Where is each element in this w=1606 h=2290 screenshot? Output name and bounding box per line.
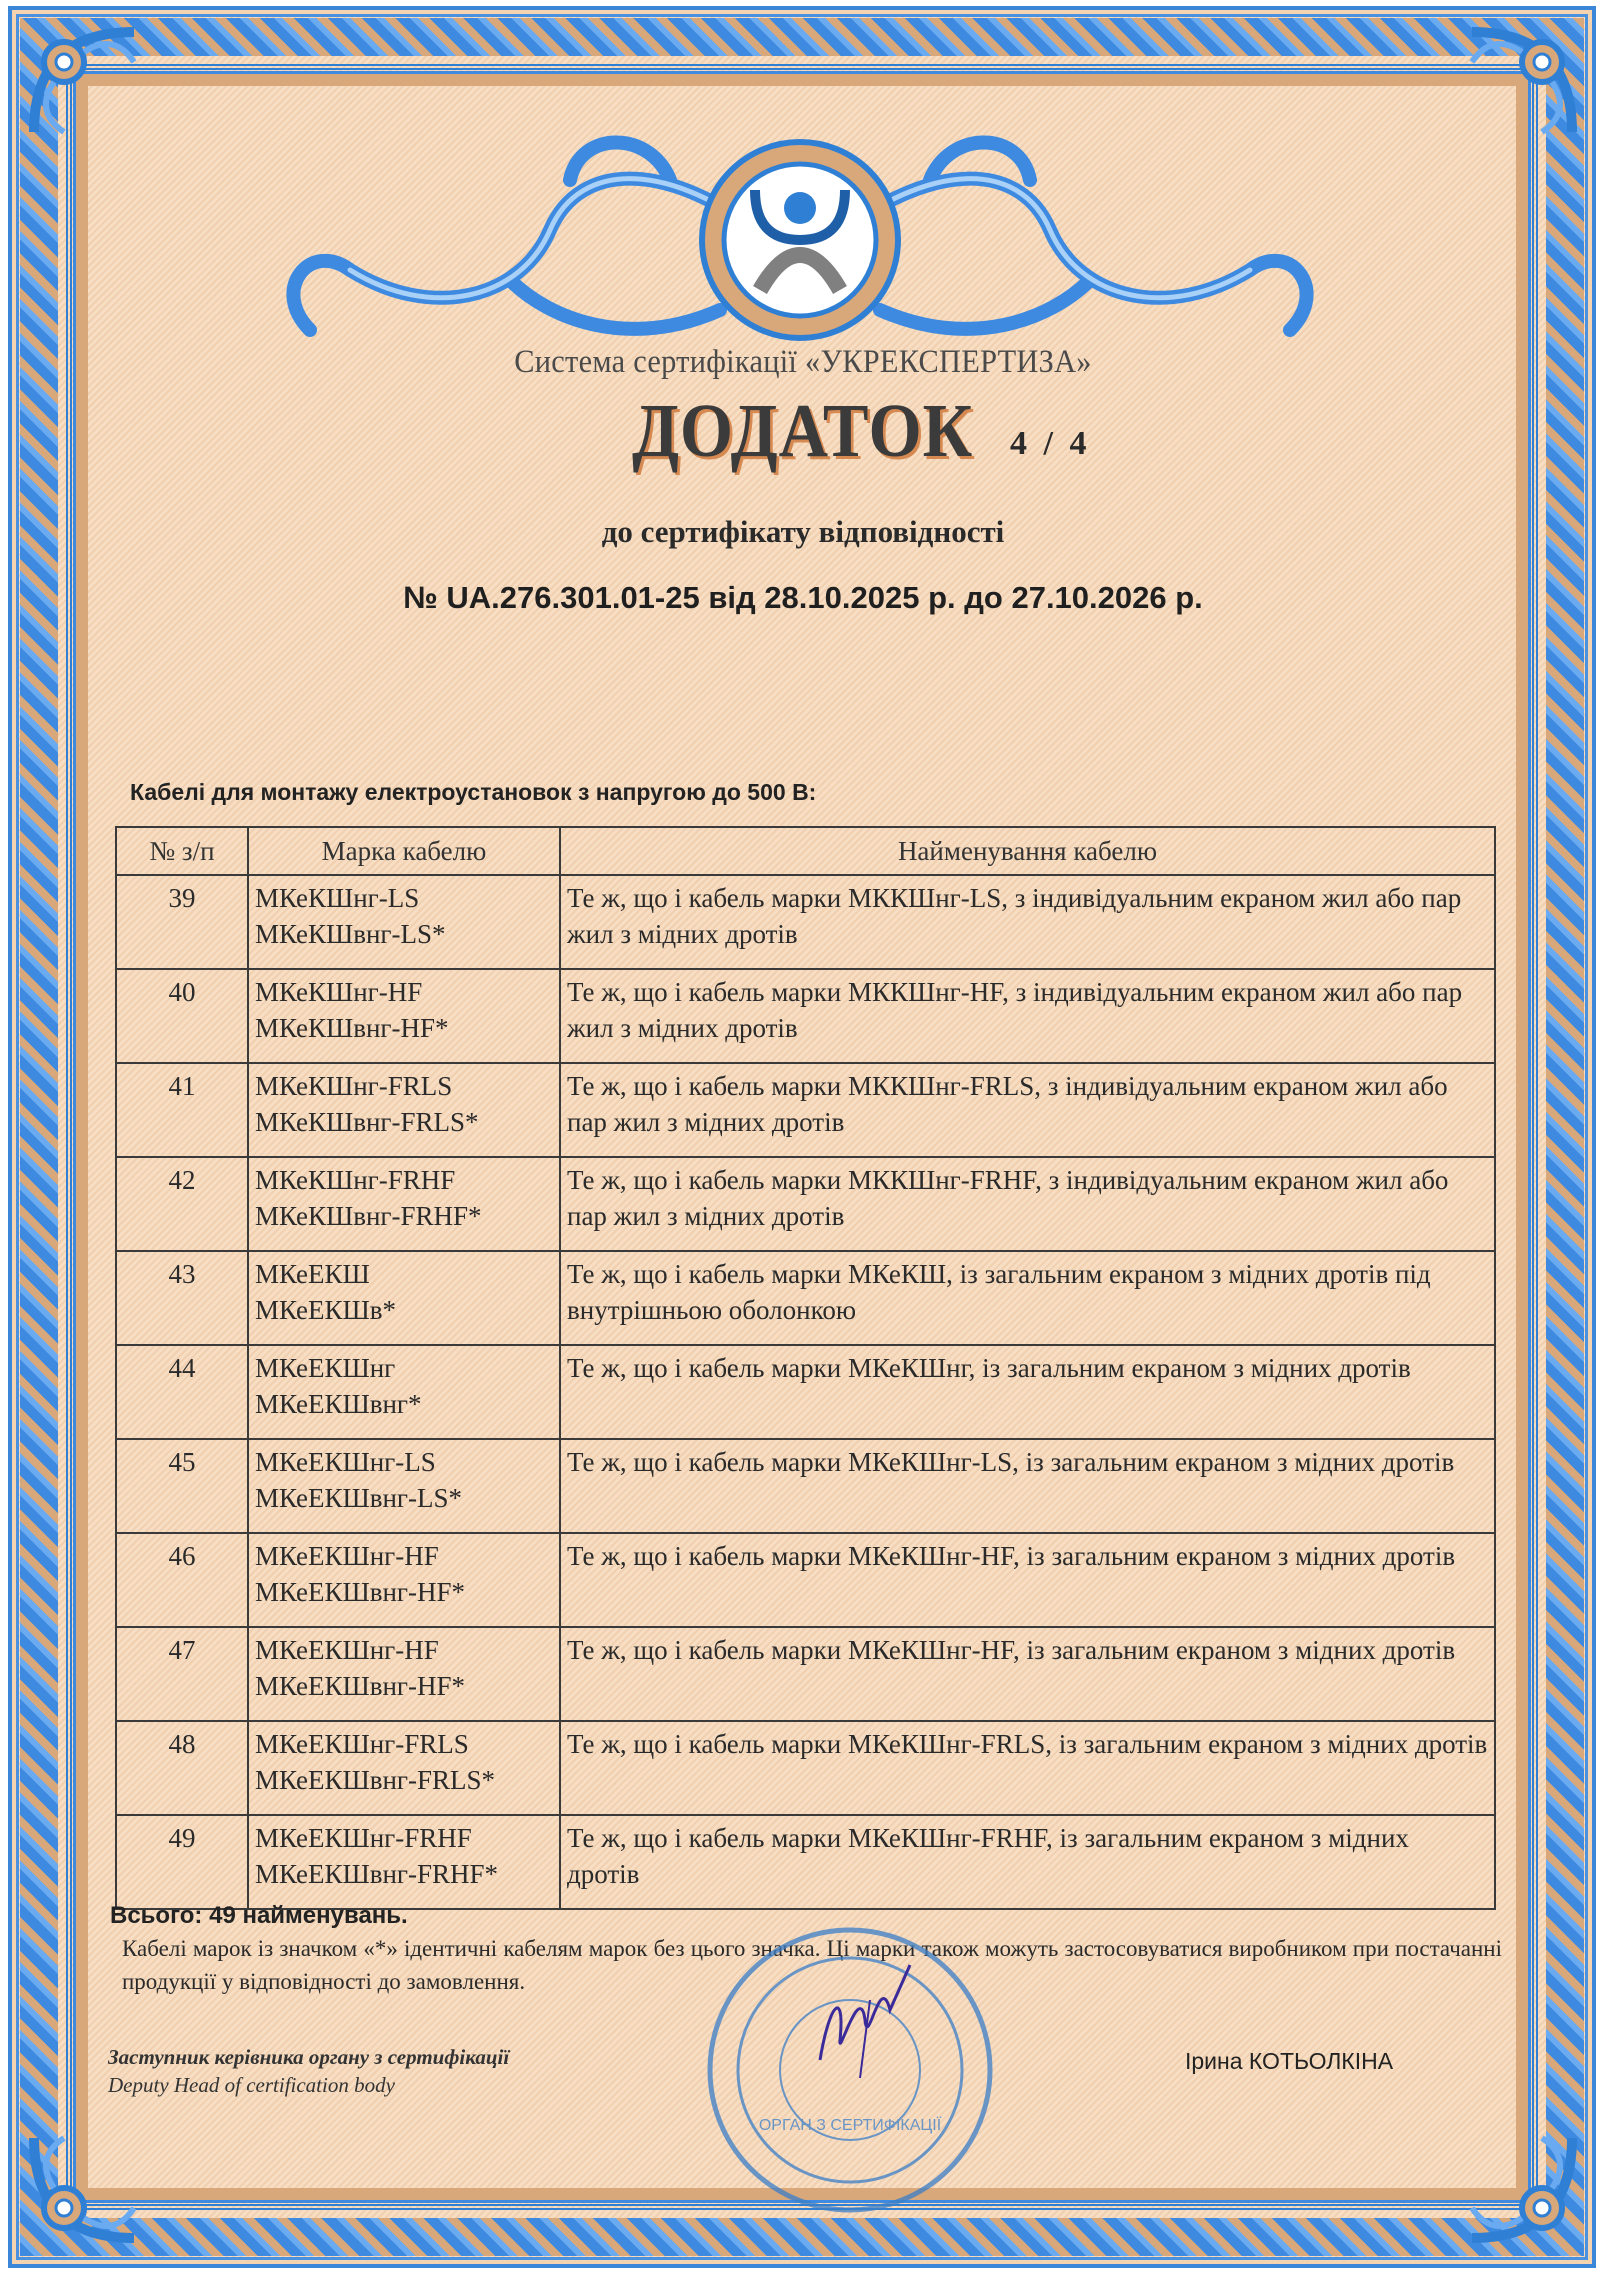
globe-figure-logo-icon <box>702 142 898 338</box>
header-brand: Марка кабелю <box>248 827 560 875</box>
table-row <box>116 1157 1495 1251</box>
cable-brand-alternate: МКеЕКШвнг* <box>255 1389 422 1419</box>
cables-table <box>115 826 1496 1910</box>
table-row <box>116 1439 1495 1533</box>
header-name: Найменування кабелю <box>560 827 1495 875</box>
cable-brand-primary: МКеЕКШнг-HF <box>255 1635 439 1665</box>
cable-brand <box>248 969 560 1063</box>
emblem-header-ornament <box>250 120 1350 360</box>
signature <box>800 1960 930 2080</box>
cable-brand-alternate: МКеКШвнг-FRLS* <box>255 1107 479 1137</box>
row-number: 47 <box>116 1627 248 1721</box>
cable-description: Те ж, що і кабель марки МКеКШнг-HF, із загальним екраном з мідних дротів <box>560 1533 1495 1627</box>
cable-brand-primary: МКеЕКШнг <box>255 1353 396 1383</box>
addendum-title-wrap <box>0 388 1606 475</box>
cable-description: Те ж, що і кабель марки МККШнг-FRHF, з індивідуальним екраном жил або пар жил з мідних дротів <box>560 1157 1495 1251</box>
cable-description: Те ж, що і кабель марки МКеКШнг, із загальним екраном з мідних дротів <box>560 1345 1495 1439</box>
certificate-number: № UA.276.301.01-25 від 28.10.2025 р. до 27.10.2026 р. <box>403 580 1203 615</box>
cable-brand-primary: МКеКШнг-FRHF <box>255 1165 456 1195</box>
cable-brand <box>248 1533 560 1627</box>
table-header-row <box>116 827 1495 875</box>
cable-brand-alternate: МКеКШвнг-LS* <box>255 919 446 949</box>
table-row <box>116 1533 1495 1627</box>
cable-brand-primary: МКеКШнг-LS <box>255 883 420 913</box>
cable-description: Те ж, що і кабель марки МКеКШнг-FRLS, із загальним екраном з мідних дротів <box>560 1721 1495 1815</box>
cable-description: Те ж, що і кабель марки МККШнг-HF, з індивідуальним екраном жил або пар жил з мідних дротів <box>560 969 1495 1063</box>
table-row <box>116 1815 1495 1909</box>
corner-ornament-icon <box>24 2128 144 2248</box>
cable-brand-primary: МКеЕКШнг-FRHF <box>255 1823 472 1853</box>
addendum-title: ДОДАТОК <box>632 389 974 473</box>
header-number: № з/п <box>116 827 248 875</box>
row-number: 39 <box>116 875 248 969</box>
cable-brand <box>248 875 560 969</box>
corner-ornament-icon <box>1462 22 1582 142</box>
cable-brand-primary: МКеЕКШнг-FRLS <box>255 1729 469 1759</box>
cable-brand-alternate: МКеКШвнг-FRHF* <box>255 1201 482 1231</box>
cable-description: Те ж, що і кабель марки МКеКШнг-FRHF, із загальним екраном з мідних дротів <box>560 1815 1495 1909</box>
row-number: 48 <box>116 1721 248 1815</box>
row-number: 44 <box>116 1345 248 1439</box>
cable-brand-primary: МКеЕКШ <box>255 1259 370 1289</box>
section-heading: Кабелі для монтажу електроустановок з напругою до 500 В: <box>130 779 817 805</box>
page-counter: 4 / 4 <box>1010 425 1087 462</box>
cable-description: Те ж, що і кабель марки МКеКШнг-HF, із загальним екраном з мідних дротів <box>560 1627 1495 1721</box>
corner-ornament-icon <box>24 22 144 142</box>
cable-brand-primary: МКеКШнг-FRLS <box>255 1071 453 1101</box>
signer-name: Ірина КОТЬОЛКІНА <box>1185 2048 1394 2074</box>
row-number: 41 <box>116 1063 248 1157</box>
row-number: 43 <box>116 1251 248 1345</box>
cable-brand-alternate: МКеЕКШв* <box>255 1295 396 1325</box>
cable-brand-alternate: МКеЕКШвнг-LS* <box>255 1483 462 1513</box>
certification-system-title: Система сертифікації «УКРЕКСПЕРТИЗА» <box>514 344 1092 380</box>
cable-brand-primary: МКеЕКШнг-LS <box>255 1447 436 1477</box>
row-number: 45 <box>116 1439 248 1533</box>
stamp-text: ОРГАН З СЕРТИФІКАЦІЇ <box>758 2117 942 2134</box>
table-row <box>116 1251 1495 1345</box>
cable-brand-alternate: МКеКШвнг-HF* <box>255 1013 449 1043</box>
cable-brand-alternate: МКеЕКШвнг-FRLS* <box>255 1765 496 1795</box>
table-row <box>116 1627 1495 1721</box>
cable-brand <box>248 1439 560 1533</box>
cable-brand-alternate: МКеЕКШвнг-FRHF* <box>255 1859 499 1889</box>
cable-brand <box>248 1627 560 1721</box>
cable-brand-alternate: МКеЕКШвнг-HF* <box>255 1577 465 1607</box>
cable-description: Те ж, що і кабель марки МКеКШнг-LS, із загальним екраном з мідних дротів <box>560 1439 1495 1533</box>
row-number: 46 <box>116 1533 248 1627</box>
certificate-subtitle: до сертифікату відповідності <box>601 514 1005 549</box>
table-row <box>116 1063 1495 1157</box>
cable-brand-primary: МКеЕКШнг-HF <box>255 1541 439 1571</box>
table-row <box>116 969 1495 1063</box>
cable-description: Те ж, що і кабель марки МККШнг-LS, з індивідуальним екраном жил або пар жил з мідних дротів <box>560 875 1495 969</box>
cable-description: Те ж, що і кабель марки МККШнг-FRLS, з індивідуальним екраном жил або пар жил з мідних дротів <box>560 1063 1495 1157</box>
cable-description: Те ж, що і кабель марки МКеКШ, із загальним екраном з мідних дротів під внутрішньою оболонкою <box>560 1251 1495 1345</box>
cable-brand <box>248 1815 560 1909</box>
cable-brand-alternate: МКеЕКШвнг-HF* <box>255 1671 465 1701</box>
table-row <box>116 1345 1495 1439</box>
row-number: 42 <box>116 1157 248 1251</box>
signer-title-ua: Заступник керівника органу з сертифікації <box>108 2045 510 2069</box>
corner-ornament-icon <box>1462 2128 1582 2248</box>
row-number: 49 <box>116 1815 248 1909</box>
cable-brand <box>248 1251 560 1345</box>
total-count: Всього: 49 найменувань. <box>110 1902 408 1929</box>
table-row <box>116 1721 1495 1815</box>
cable-brand <box>248 1063 560 1157</box>
cable-brand <box>248 1157 560 1251</box>
cable-brand-primary: МКеКШнг-HF <box>255 977 423 1007</box>
table-row <box>116 875 1495 969</box>
asterisk-note: Кабелі марок із значком «*» ідентичні кабелям марок без цього значка. Ці марки також можуть застосовуватися виробником при постачанні продукції у відповідності до замовлення. <box>122 1936 1502 1994</box>
row-number: 40 <box>116 969 248 1063</box>
cable-brand <box>248 1345 560 1439</box>
signer-title-en: Deputy Head of certification body <box>108 2073 395 2097</box>
cable-brand <box>248 1721 560 1815</box>
